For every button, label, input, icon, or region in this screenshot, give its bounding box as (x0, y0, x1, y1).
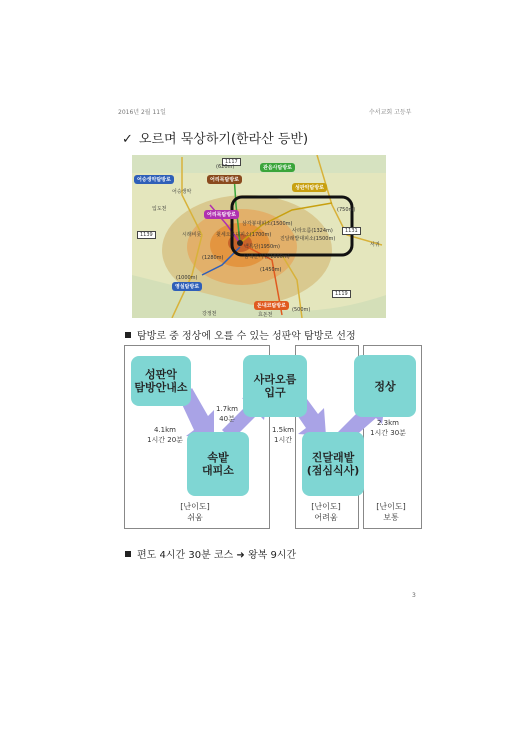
difficulty-easy-label: [난이도] (180, 502, 210, 511)
node-jindallaebat: 진달래밭 (점심식사) (302, 432, 364, 496)
bullet-round-trip-text: 편도 4시간 30분 코스 ➜ 왕복 9시간 (137, 550, 297, 561)
route-tag-eoseungsaengak: 어승생악탐방로 (134, 175, 174, 184)
difficulty-easy-level: 쉬움 (187, 513, 203, 522)
route-tag-seongpanak: 성판악탐방로 (292, 183, 327, 192)
place-620m: (620m) (216, 164, 235, 170)
place-siraebimot: 시래비못 (182, 232, 202, 238)
node-sokbat: 속밭 대피소 (187, 432, 249, 496)
page-header-author: 수서교회 고등부 (369, 109, 412, 116)
place-1450m: (1450m) (260, 267, 282, 273)
route-tag-yeongsil: 영실탐방로 (172, 282, 202, 291)
place-nambyeok: 남벽분기점(1600m) (244, 254, 290, 260)
square-bullet-icon (125, 551, 131, 557)
place-jindallaebat: 진달래밭대피소(1500m) (280, 236, 336, 242)
road-number-1117: 1117 (222, 158, 241, 166)
node-seongpanak: 성판악 탐방안내소 (131, 356, 191, 406)
place-witseoreum: 윗세오름대피소(1700m) (216, 232, 272, 238)
difficulty-hard-label: [난이도] (311, 502, 341, 511)
road-number-1131: 1131 (342, 227, 361, 235)
place-gangjeongcheon: 강정천 (202, 311, 217, 317)
bullet-round-trip (125, 546, 296, 561)
difficulty-normal-level: 보통 (383, 513, 399, 522)
leg-label-2: 1.7km 40분 (215, 405, 238, 423)
place-seogwi: 서귀 (370, 242, 380, 248)
route-tag-gwaneumsa: 관음사탐방로 (260, 163, 295, 172)
difficulty-normal (366, 501, 416, 523)
place-1000m: (1000m) (176, 275, 198, 281)
check-icon: ✓ (122, 132, 133, 147)
section-title-text: 오르며 묵상하기(한라산 등반) (138, 132, 309, 147)
place-samgakbong: 삼각봉대피소(1500m) (242, 221, 293, 227)
place-ipdocheon: 입도천 (152, 206, 167, 212)
road-number-1139: 1139 (137, 231, 156, 239)
place-1280m: (1280m) (202, 255, 224, 261)
leg-label-1: 4.1km 1시간 20분 (147, 426, 183, 444)
difficulty-easy (170, 501, 220, 523)
route-tag-donnaeko: 돈내코탐방로 (254, 301, 289, 310)
difficulty-hard (301, 501, 351, 523)
page-number: 3 (412, 592, 416, 599)
difficulty-normal-label: [난이도] (376, 502, 406, 511)
node-saraoreum: 사라오름 입구 (243, 355, 307, 417)
place-baengnokdam: 백록담(1950m) (244, 244, 280, 250)
node-summit: 정상 (354, 355, 416, 417)
difficulty-hard-level: 어려움 (314, 513, 338, 522)
route-tag-eorimok-2: 어리목탐방로 (204, 210, 239, 219)
place-saraoreum: 사라오름(1324m) (292, 228, 333, 234)
place-750m: (750m) (337, 207, 356, 213)
leg-label-4: 2.3km 1시간 30분 (370, 419, 406, 437)
page-header-date: 2016년 2월 11일 (118, 109, 166, 116)
place-hyodoncheon: 효돈천 (258, 312, 273, 318)
place-eoseungsaengak: 어승생악 (172, 189, 192, 195)
road-number-1119: 1119 (332, 290, 351, 298)
place-500m: (500m) (292, 307, 311, 313)
route-tag-eorimok: 어리목탐방로 (207, 175, 242, 184)
leg-label-3: 1.5km 1시간 (271, 426, 294, 444)
bullet-trail-selection-text: 탐방로 중 정상에 오를 수 있는 성판악 탐방로 선정 (137, 331, 356, 342)
